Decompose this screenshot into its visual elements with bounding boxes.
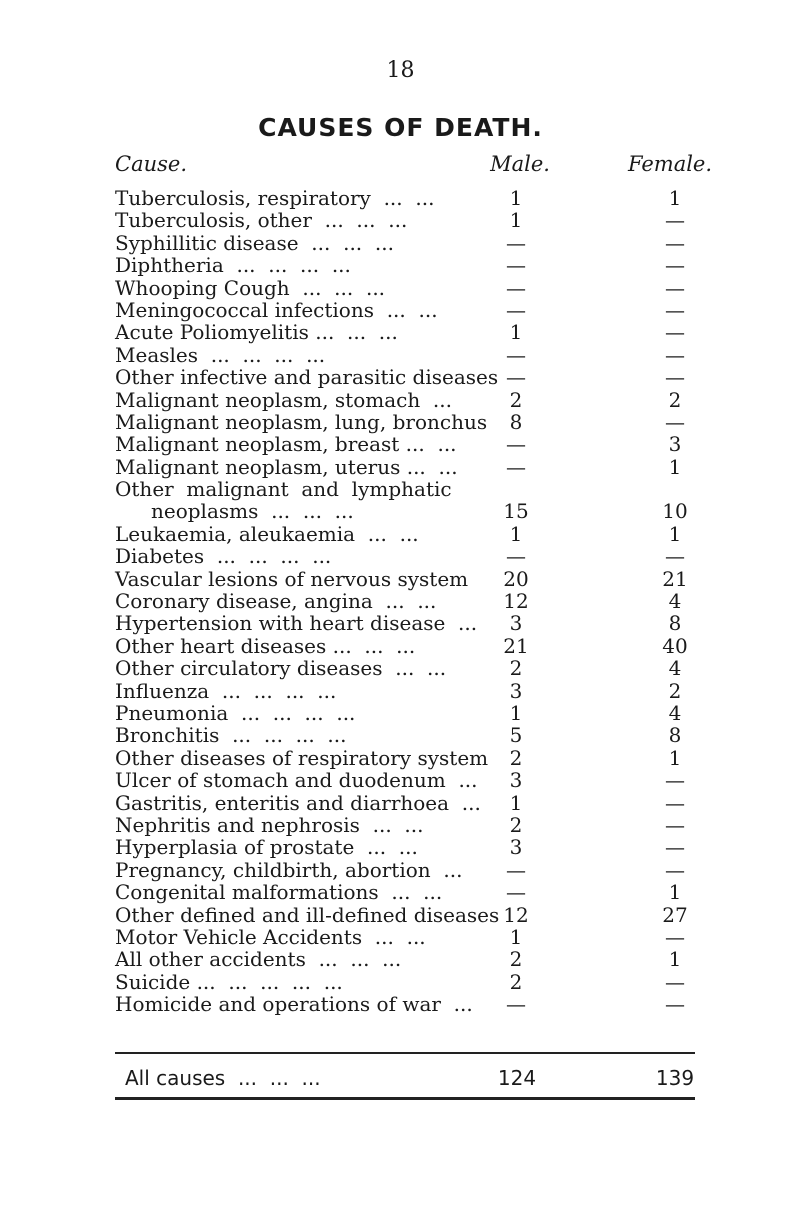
table-row [0, 881, 801, 903]
female-count: 4 [668, 589, 682, 614]
cause-label: Other circulatory diseases ... ... [115, 656, 447, 681]
cause-label: Diphtheria ... ... ... ... [115, 253, 351, 278]
female-count: — [665, 253, 685, 278]
male-count: — [506, 230, 526, 255]
female-count: — [665, 230, 685, 255]
cause-label: Whooping Cough ... ... ... [115, 275, 386, 300]
male-count: 12 [503, 589, 529, 614]
female-count: 1 [668, 745, 682, 770]
cause-label: Influenza ... ... ... ... [115, 678, 337, 703]
cause-label: Diabetes ... ... ... ... [115, 544, 332, 569]
cause-label: Malignant neoplasm, breast ... ... [115, 432, 457, 457]
cause-label-line2: neoplasms ... ... ... [151, 499, 354, 524]
male-count: — [506, 857, 526, 882]
table-row [0, 389, 801, 411]
male-count: 20 [503, 566, 529, 591]
male-count: 12 [503, 902, 529, 927]
table-row [0, 680, 801, 702]
female-count: — [665, 857, 685, 882]
female-count: — [665, 924, 685, 949]
male-count: 1 [509, 208, 523, 233]
cause-label: Tuberculosis, respiratory ... ... [115, 186, 435, 210]
female-count: — [665, 365, 685, 390]
male-count: — [506, 253, 526, 278]
cause-label: Syphillitic disease ... ... ... [115, 230, 394, 255]
male-count: 1 [509, 924, 523, 949]
page-number: 18 [386, 58, 415, 83]
female-count: 1 [668, 454, 682, 479]
table-row [0, 948, 801, 970]
table-row [0, 836, 801, 858]
female-count: 1 [668, 880, 682, 905]
table-row [0, 769, 801, 791]
female-count: — [665, 275, 685, 300]
table-row [0, 747, 801, 769]
male-count: 2 [509, 947, 523, 972]
cause-label: Leukaemia, aleukaemia ... ... [115, 521, 419, 546]
male-count: 1 [509, 320, 523, 345]
table-row [0, 478, 801, 523]
table-row [0, 411, 801, 433]
male-count: — [506, 992, 526, 1017]
cause-label: Other diseases of respiratory system [115, 745, 489, 770]
female-count: 3 [668, 432, 682, 457]
male-count: 2 [509, 745, 523, 770]
cause-label: Hypertension with heart disease ... [115, 611, 478, 636]
cause-label: Bronchitis ... ... ... ... [115, 723, 347, 748]
table-row [0, 926, 801, 948]
male-count: 2 [509, 387, 523, 412]
table-row [0, 612, 801, 634]
male-count: 8 [509, 409, 523, 434]
male-count: 3 [509, 768, 523, 793]
female-count: — [665, 320, 685, 345]
male-count: — [506, 365, 526, 390]
male-count: — [506, 454, 526, 479]
table-row [0, 456, 801, 478]
table-row [0, 277, 801, 299]
cause-label: Motor Vehicle Accidents ... ... [115, 924, 426, 949]
total-label: All causes ... ... ... [125, 1066, 321, 1090]
female-count: 4 [668, 701, 682, 725]
male-count: 2 [509, 656, 523, 681]
female-count: 8 [668, 723, 682, 748]
male-count: 1 [509, 790, 523, 815]
male-count: 1 [509, 701, 523, 725]
male-count: 2 [509, 969, 523, 994]
cause-label: Acute Poliomyelitis ... ... ... [115, 320, 398, 345]
table-row [0, 344, 801, 366]
causes-table [0, 187, 801, 1015]
total-male: 124 [497, 1066, 537, 1090]
female-count: — [665, 544, 685, 569]
table-row [0, 590, 801, 612]
column-header-female: Female. [627, 152, 713, 176]
female-count: — [665, 409, 685, 434]
table-row [0, 993, 801, 1015]
female-count: 1 [668, 947, 682, 972]
male-count: 5 [509, 723, 523, 748]
table-row [0, 366, 801, 388]
cause-label: Suicide ... ... ... ... ... [115, 969, 343, 994]
cause-label: Tuberculosis, other ... ... ... [115, 208, 408, 233]
female-count: 10 [662, 499, 688, 524]
female-count: 21 [662, 566, 688, 591]
table-row [0, 702, 801, 724]
column-header-male: Male. [490, 152, 550, 176]
table-row [0, 971, 801, 993]
female-count: — [665, 342, 685, 367]
cause-label: Malignant neoplasm, lung, bronchus [115, 409, 488, 434]
table-row [0, 545, 801, 567]
table-row [0, 187, 801, 209]
cause-label: Other heart diseases ... ... ... [115, 633, 416, 658]
male-count: 3 [509, 835, 523, 860]
female-count: 2 [668, 678, 682, 703]
female-count: — [665, 208, 685, 233]
cause-label [115, 478, 465, 523]
table-row [0, 724, 801, 746]
table-rule-top [115, 1052, 695, 1054]
male-count: 2 [509, 812, 523, 837]
cause-label: Pregnancy, childbirth, abortion ... [115, 857, 463, 882]
female-count: 4 [668, 656, 682, 681]
table-row [0, 814, 801, 836]
male-count: — [506, 297, 526, 322]
total-row [0, 1065, 801, 1091]
male-count: — [506, 880, 526, 905]
cause-label: All other accidents ... ... ... [115, 947, 402, 972]
cause-label: Homicide and operations of war ... [115, 992, 473, 1017]
cause-label: Other defined and ill-defined diseases [115, 902, 500, 927]
female-count: — [665, 812, 685, 837]
female-count: — [665, 969, 685, 994]
page-title: CAUSES OF DEATH. [258, 113, 543, 142]
cause-label: Gastritis, enteritis and diarrhoea ... [115, 790, 481, 815]
male-count: 21 [503, 633, 529, 658]
female-count: — [665, 992, 685, 1017]
cause-label: Vascular lesions of nervous system [115, 566, 469, 591]
male-count: 3 [509, 678, 523, 703]
cause-label: Malignant neoplasm, uterus ... ... [115, 454, 458, 479]
cause-label: Pneumonia ... ... ... ... [115, 701, 356, 725]
cause-label: Malignant neoplasm, stomach ... [115, 387, 453, 412]
male-count: — [506, 432, 526, 457]
cause-label: Other infective and parasitic diseases [115, 365, 499, 390]
female-count: 2 [668, 387, 682, 412]
male-count: 1 [509, 186, 523, 210]
table-row [0, 904, 801, 926]
cause-label: Hyperplasia of prostate ... ... [115, 835, 418, 860]
cause-label: Nephritis and nephrosis ... ... [115, 812, 424, 837]
male-count: — [506, 342, 526, 367]
male-count: — [506, 275, 526, 300]
female-count: — [665, 835, 685, 860]
female-count: 8 [668, 611, 682, 636]
total-female: 139 [655, 1066, 695, 1090]
table-row [0, 792, 801, 814]
female-count: 40 [662, 633, 688, 658]
female-count: 27 [662, 902, 688, 927]
table-row [0, 209, 801, 231]
female-count: 1 [668, 521, 682, 546]
female-count: — [665, 768, 685, 793]
table-row [0, 568, 801, 590]
male-count: 15 [503, 499, 529, 524]
cause-label: Ulcer of stomach and duodenum ... [115, 768, 478, 793]
table-row [0, 254, 801, 276]
cause-label: Measles ... ... ... ... [115, 342, 326, 367]
cause-label-line1: Other malignant and lymphatic [115, 477, 452, 502]
table-row [0, 635, 801, 657]
cause-label: Meningococcal infections ... ... [115, 297, 438, 322]
female-count: — [665, 790, 685, 815]
table-row [0, 232, 801, 254]
male-count: 1 [509, 521, 523, 546]
table-row [0, 523, 801, 545]
table-row [0, 299, 801, 321]
female-count: — [665, 297, 685, 322]
male-count: — [506, 544, 526, 569]
male-count: 3 [509, 611, 523, 636]
table-row [0, 321, 801, 343]
table-row [0, 433, 801, 455]
female-count: 1 [668, 186, 682, 210]
table-row [0, 657, 801, 679]
column-header-cause: Cause. [115, 152, 187, 176]
cause-label: Coronary disease, angina ... ... [115, 589, 437, 614]
cause-label: Congenital malformations ... ... [115, 880, 443, 905]
table-rule-bottom [115, 1097, 695, 1100]
table-row [0, 859, 801, 881]
